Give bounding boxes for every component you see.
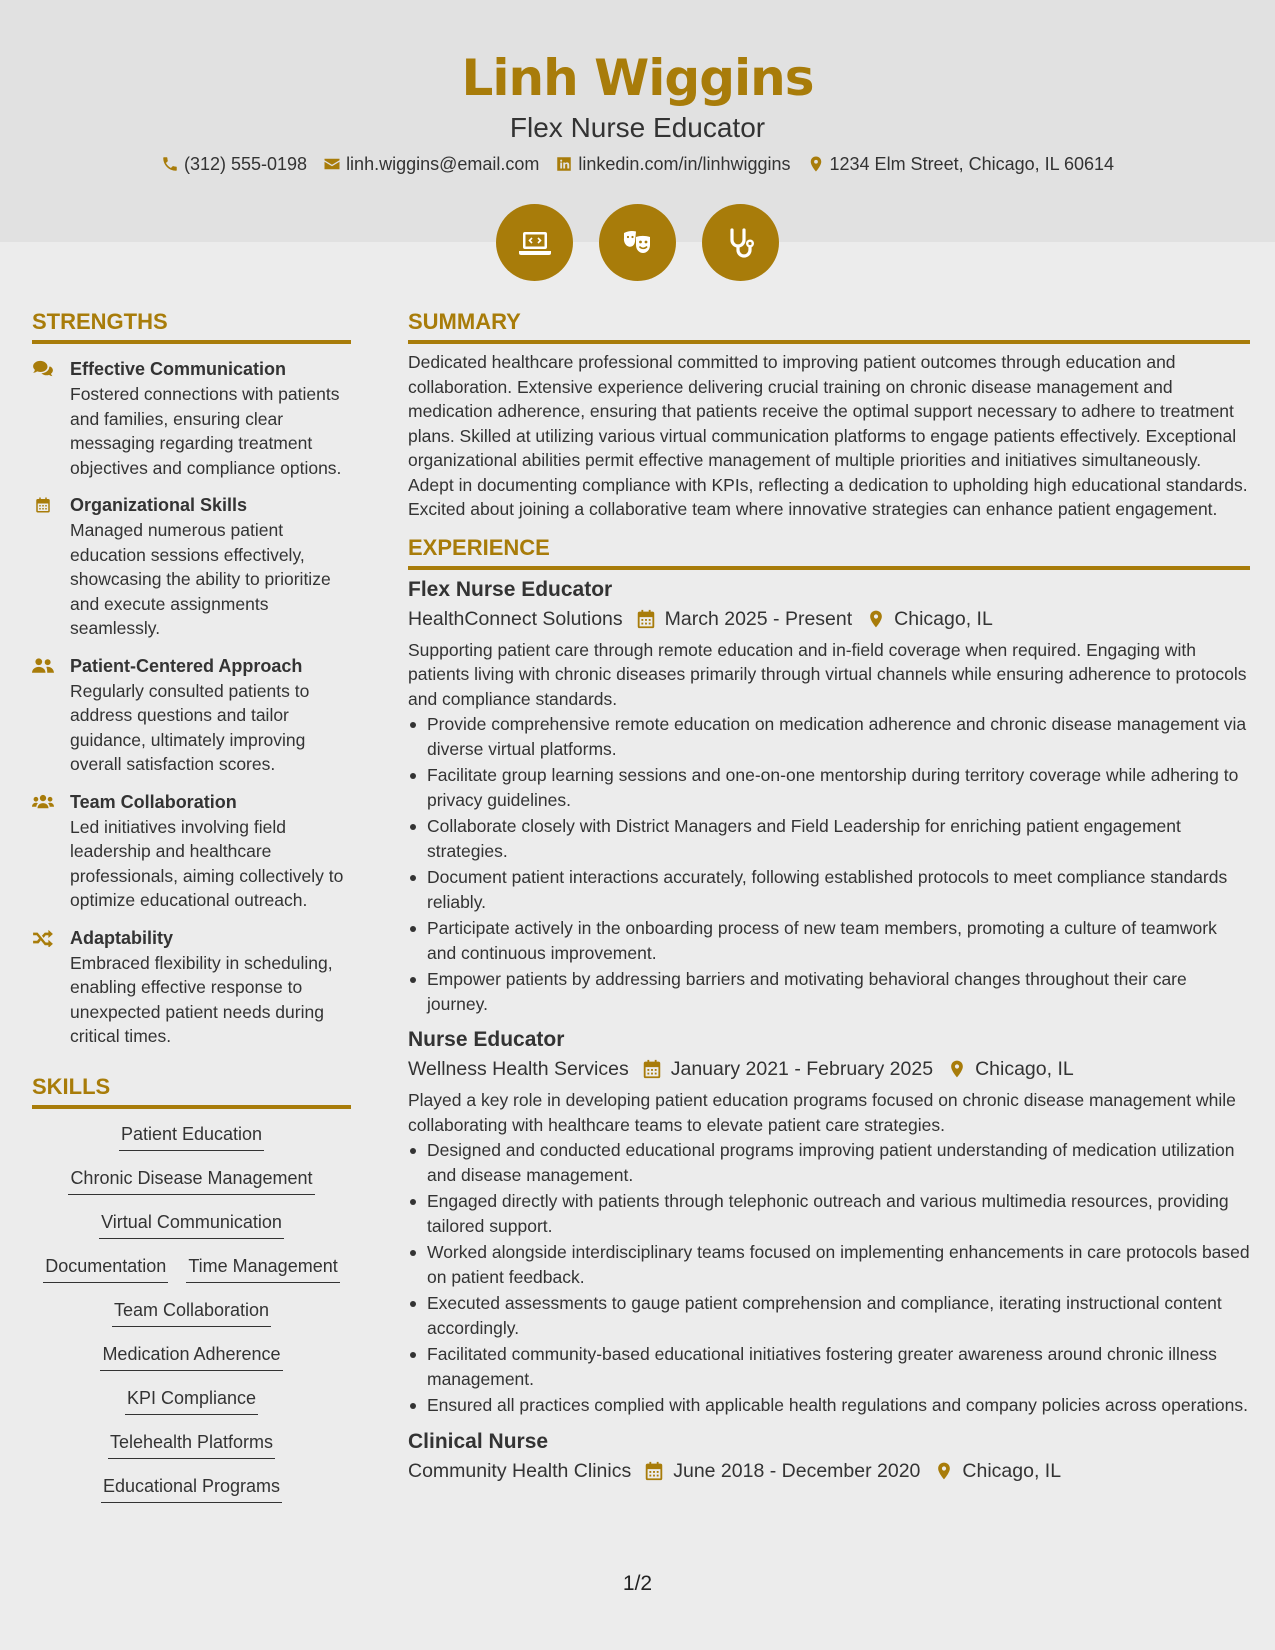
header-badges [0,204,1275,281]
candidate-title: Flex Nurse Educator [509,112,766,143]
user-friends-icon [32,657,54,675]
job-dates: June 2018 - December 2020 [673,1459,921,1482]
job-bullet: Document patient interactions accurately, following established protocols to meet compliance standards reliably. [408,865,1250,914]
contact-row [0,150,1275,178]
contact-email-text: linh.wiggins@email.com [346,154,540,174]
skill-tag: KPI Compliance [125,1385,258,1415]
job-bullet: Provide comprehensive remote education on medication adherence and chronic disease management via diverse virtual platforms. [408,712,1250,761]
badge-stethoscope [702,204,779,281]
job-bullets [408,1138,1250,1418]
job-entry [408,1026,1250,1418]
job-entry [408,1428,1250,1486]
page-number: 1/2 [622,1572,653,1595]
job-company: HealthConnect Solutions [408,607,623,630]
job-meta [408,604,1250,634]
calendar-icon [635,608,657,630]
calendar-icon [643,1460,665,1482]
contact-address-text: 1234 Elm Street, Chicago, IL 60614 [829,154,1115,174]
job-title: Flex Nurse Educator [408,577,613,601]
job-bullet: Executed assessments to gauge patient comprehension and compliance, iterating instructional content accordingly. [408,1291,1250,1340]
skills-list [32,1121,351,1517]
location-pin-icon [947,1058,967,1080]
job-description: Supporting patient care through remote education and in-field coverage when required. Engaging with patients living with chronic diseases primarily through virtual channels while ensuring adherence to protocols and compliance standards. [408,639,1247,709]
location-pin-icon [866,608,886,630]
contact-address [807,150,1115,178]
strength-item [32,356,351,480]
summary-text: Dedicated healthcare professional committed to improving patient outcomes through education and collaboration. Extensive experience delivering crucial training on chronic disease management and medication adherence, ensuring that patients receive the optimal support necessary to adhere to treatment plans. Skilled at utilizing various virtual communication platforms to engage patients effectively. Exceptional organizational abilities permit effective management of multiple priorities and initiatives simultaneously. Adept in documenting compliance with KPIs, reflecting a dedication to upholding high educational standards. Excited about joining a collaborative team where innovative strategies can enhance patient engagement. [408,352,1248,519]
job-location: Chicago, IL [894,607,993,630]
job-bullet: Facilitated community-based educational initiatives fostering greater awareness around chronic illness management. [408,1342,1250,1391]
job-dates: January 2021 - February 2025 [670,1058,934,1080]
strengths-heading: STRENGTHS [32,308,351,344]
job-title: Nurse Educator [408,1028,565,1051]
contact-email[interactable] [323,150,539,178]
contact-linkedin[interactable] [555,150,790,178]
calendar-icon [32,496,54,514]
strength-desc: Embraced flexibility in scheduling, enabling effective response to unexpected patient needs during critical times. [70,952,333,1046]
users-icon [32,793,54,811]
job-bullet: Empower patients by addressing barriers and motivating behavioral changes throughout their care journey. [408,967,1250,1016]
envelope-icon [323,155,341,173]
skill-tag: Medication Adherence [100,1341,282,1371]
stethoscope-icon [721,223,761,263]
strength-name: Team Collaboration [70,791,237,812]
skill-tag: Documentation [43,1253,168,1283]
job-bullet: Collaborate closely with District Managers and Field Leadership for enriching patient engagement strategies. [408,814,1250,863]
theater-masks-icon [618,223,658,263]
job-bullets [408,712,1250,1016]
linkedin-icon [555,155,573,173]
job-entry [408,576,1250,1017]
job-meta [408,1456,1250,1486]
job-bullet: Ensured all practices complied with applicable health regulations and company policies across operations. [408,1393,1250,1418]
badge-masks [599,204,676,281]
badge-laptop [496,204,573,281]
summary-heading: SUMMARY [408,308,1250,344]
candidate-name: Linh Wiggins [461,49,814,107]
job-company: Community Health Clinics [408,1459,632,1482]
strength-name: Adaptability [70,927,174,948]
strength-name: Effective Communication [70,359,287,379]
strength-desc: Managed numerous patient education sessions effectively, showcasing the ability to prioritize and execute assignments seamlessly. [70,520,331,638]
job-meta [408,1054,1250,1084]
strength-name: Patient-Centered Approach [70,655,303,676]
experience-heading: EXPERIENCE [408,534,1250,570]
job-bullet: Designed and conducted educational programs improving patient understanding of medication utilization and disease management. [408,1138,1250,1187]
contact-linkedin-text: linkedin.com/in/linhwiggins [578,154,791,174]
laptop-code-icon [515,223,555,263]
location-pin-icon [934,1460,954,1482]
job-description: Played a key role in developing patient education programs focused on chronic disease management while collaborating with healthcare teams to elevate patient care strategies. [408,1090,1236,1135]
skill-tag: Team Collaboration [112,1297,271,1327]
job-dates: March 2025 - Present [664,607,853,630]
left-column [32,308,351,1517]
job-bullet: Worked alongside interdisciplinary teams focused on implementing enhancements in care protocols based on patient feedback. [408,1240,1250,1289]
right-column [408,308,1250,1486]
calendar-icon [641,1058,663,1080]
skill-tag: Telehealth Platforms [108,1429,275,1459]
strength-desc: Fostered connections with patients and families, ensuring clear messaging regarding treatment objectives and compliance options. [70,384,342,478]
contact-phone[interactable] [161,150,307,178]
skill-tag: Patient Education [119,1121,264,1151]
job-bullet: Participate actively in the onboarding process of new team members, promoting a culture of teamwork and continuous improvement. [408,916,1250,965]
strength-item [32,789,351,913]
job-bullet: Facilitate group learning sessions and one-on-one mentorship during territory coverage while adhering to privacy guidelines. [408,763,1250,812]
random-icon [32,929,54,947]
job-company: Wellness Health Services [408,1058,629,1080]
job-title: Clinical Nurse [408,1429,549,1453]
job-location: Chicago, IL [962,1459,1062,1482]
contact-phone-text: (312) 555-0198 [183,154,308,174]
job-location: Chicago, IL [975,1058,1074,1080]
skills-heading: SKILLS [32,1073,351,1109]
skill-tag: Chronic Disease Management [68,1165,314,1195]
strength-item [32,925,351,1049]
skill-tag: Educational Programs [101,1473,282,1503]
strength-item [32,653,351,777]
skill-tag: Time Management [186,1253,339,1283]
strength-desc: Led initiatives involving field leadership and healthcare professionals, aiming collectively to optimize educational outreach. [70,816,344,910]
strength-item [32,492,351,641]
skill-tag: Virtual Communication [99,1209,284,1239]
phone-icon [161,155,179,173]
comments-icon [32,360,54,378]
job-bullet: Engaged directly with patients through telephonic outreach and various multimedia resources, providing tailored support. [408,1189,1250,1238]
strength-desc: Regularly consulted patients to address questions and tailor guidance, ultimately improving overall satisfaction scores. [70,680,310,774]
location-pin-icon [807,155,825,173]
strength-name: Organizational Skills [70,495,248,515]
